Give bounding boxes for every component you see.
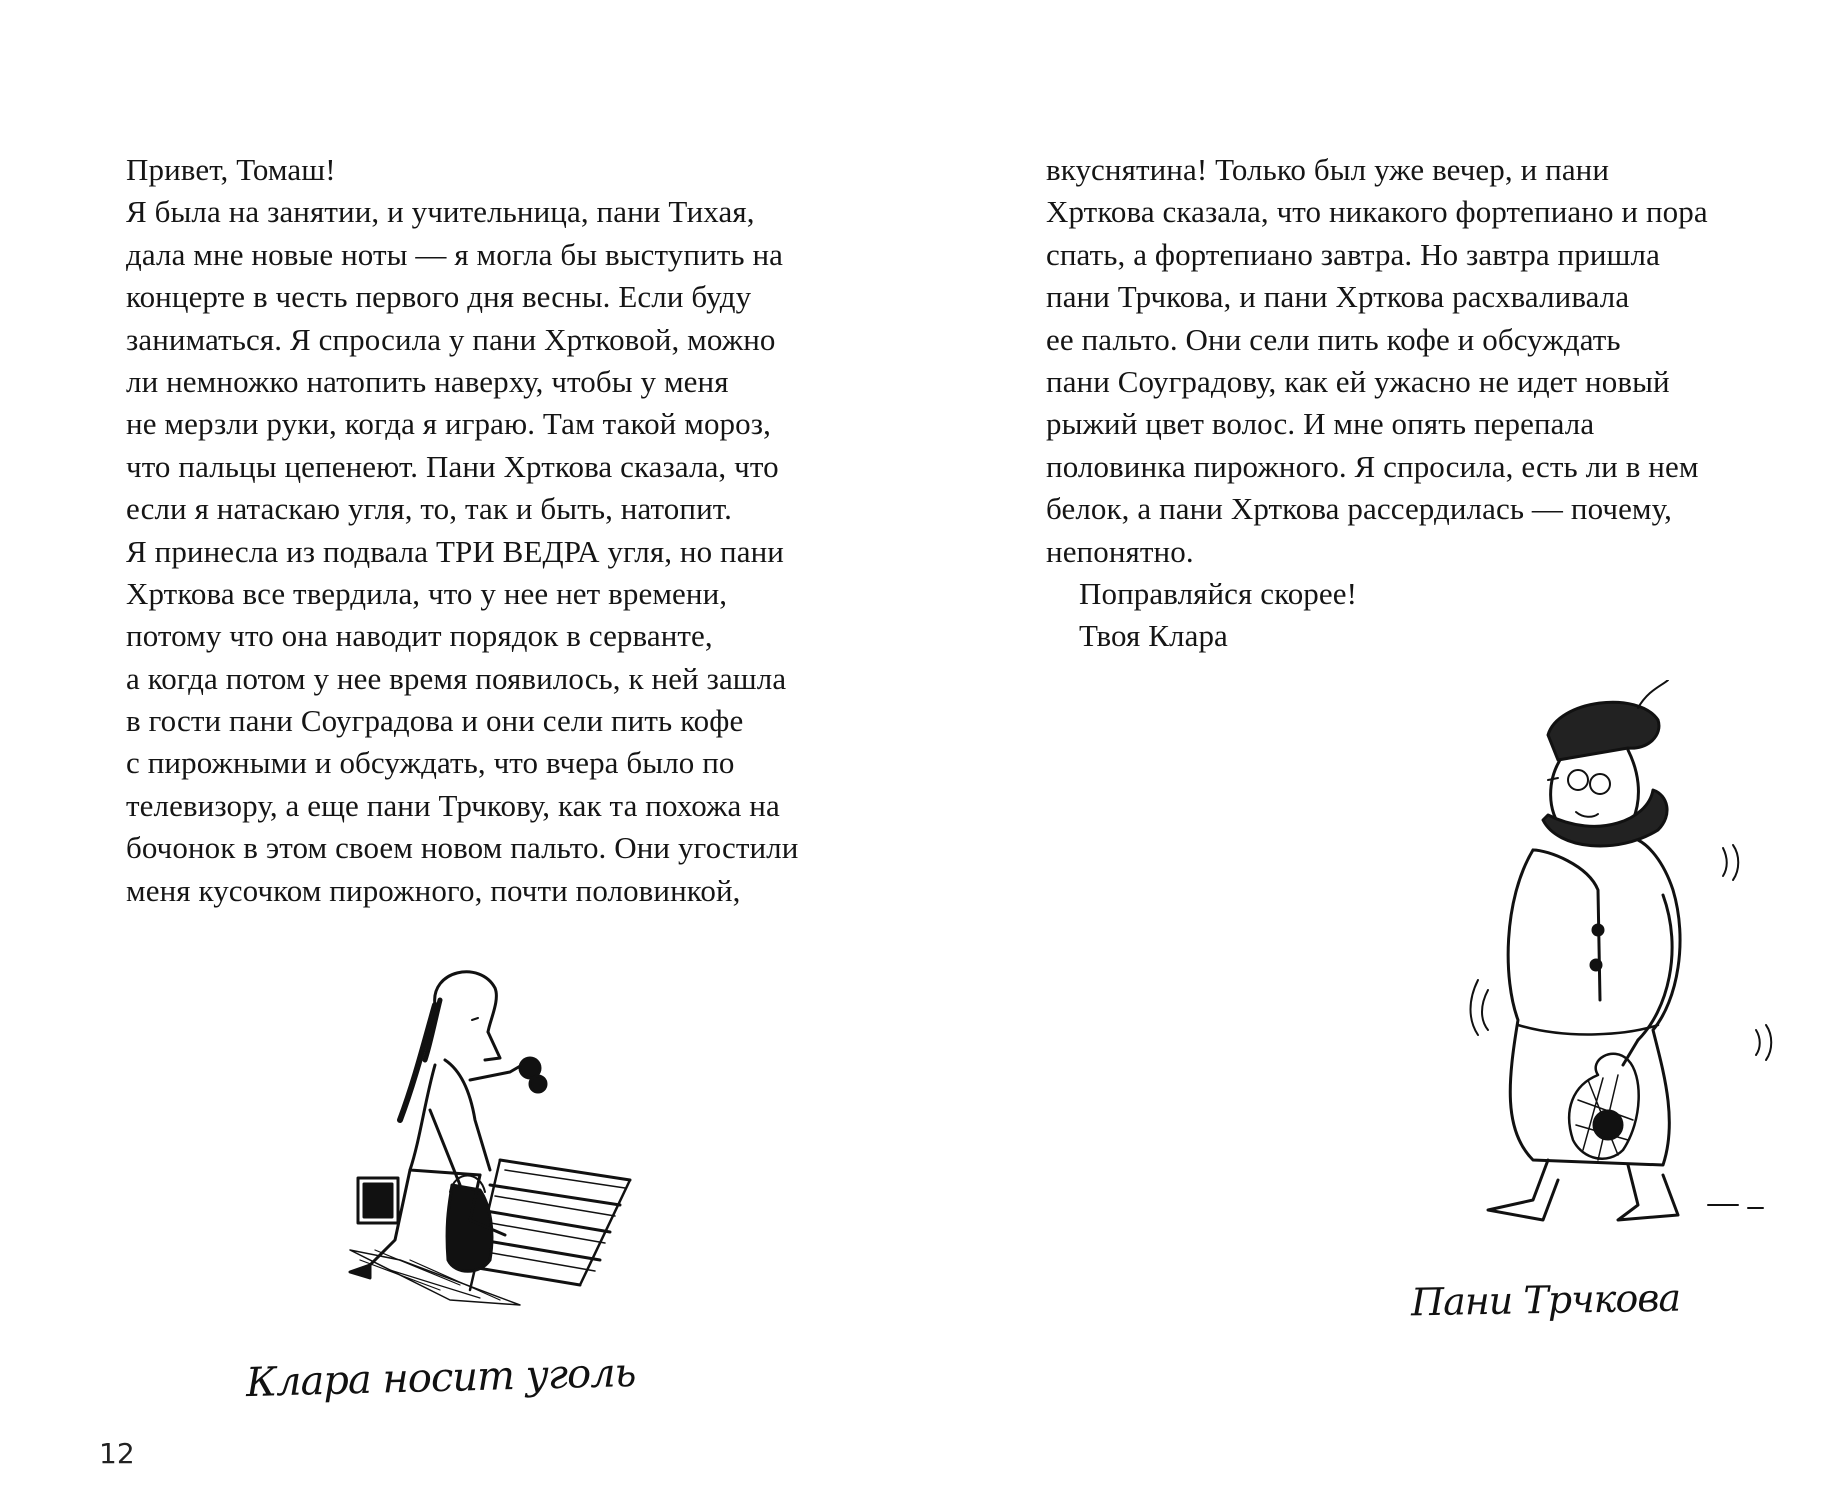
text-line: бочонок в этом своем новом пальто. Они угостили	[126, 830, 799, 866]
text-line: белок, а пани Хрткова рассердилась — почему,	[1046, 491, 1672, 527]
text-line: в гости пани Соуградова и они сели пить кофе	[126, 703, 744, 739]
pani-trchkova-illustration	[1448, 680, 1778, 1225]
text-line: заниматься. Я спросила у пани Хртковой, можно	[126, 321, 776, 357]
text-line: спать, а фортепиано завтра. Но завтра пришла	[1046, 236, 1660, 272]
closing-line: Поправляйся скорее!	[1079, 575, 1358, 611]
text-line: потому что она наводит порядок в серванте,	[126, 618, 713, 654]
text-line: непонятно.	[1046, 533, 1194, 569]
text-line: Хрткова все твердила, что у нее нет времени,	[126, 575, 728, 611]
text-line: рыжий цвет волос. И мне опять перепала	[1046, 406, 1595, 442]
page-number: 12	[99, 1437, 135, 1470]
text-line: с пирожными и обсуждать, что вчера было по	[126, 745, 735, 781]
text-line: а когда потом у нее время появилось, к ней зашла	[126, 660, 787, 696]
text-line: не мерзли руки, когда я играю. Там такой мороз,	[126, 406, 771, 442]
text-line: что пальцы цепенеют. Пани Хрткова сказала, что	[126, 448, 779, 484]
klara-carrying-coal-illustration	[340, 960, 640, 1330]
text-line: если я натаскаю угля, то, так и быть, натопит.	[126, 491, 732, 527]
text-line: ее пальто. Они сели пить кофе и обсуждать	[1046, 321, 1621, 357]
letter-text-right	[1046, 149, 1708, 658]
right-page	[923, 0, 1846, 1496]
text-line: меня кусочком пирожного, почти половинкой,	[126, 872, 741, 908]
text-line: Привет, Томаш!	[126, 152, 336, 187]
text-line: вкуснятина! Только был уже вечер, и пани	[1046, 152, 1610, 187]
signature-line: Твоя Клара	[1079, 618, 1228, 654]
text-line: Я была на занятии, и учительница, пани Тихая,	[126, 194, 755, 230]
text-line: половинка пирожного. Я спросила, есть ли в нем	[1046, 448, 1699, 484]
letter-text-left	[126, 149, 798, 912]
illustration-caption-klara: Клара носит уголь	[245, 1349, 636, 1407]
text-line: пани Трчкова, и пани Хрткова расхваливала	[1046, 279, 1630, 315]
illustration-caption-trchkova: Пани Трчкова	[1410, 1275, 1681, 1325]
text-line: Я принесла из подвала ТРИ ВЕДРА угля, но пани	[126, 533, 784, 569]
text-line: Хрткова сказала, что никакого фортепиано и пора	[1046, 194, 1708, 230]
text-line: пани Соуградову, как ей ужасно не идет новый	[1046, 363, 1670, 399]
text-line: дала мне новые ноты — я могла бы выступить на	[126, 236, 784, 272]
text-line: ли немножко натопить наверху, чтобы у меня	[126, 363, 729, 399]
text-line: концерте в честь первого дня весны. Если буду	[126, 279, 752, 315]
text-line: телевизору, а еще пани Трчкову, как та похожа на	[126, 787, 780, 823]
